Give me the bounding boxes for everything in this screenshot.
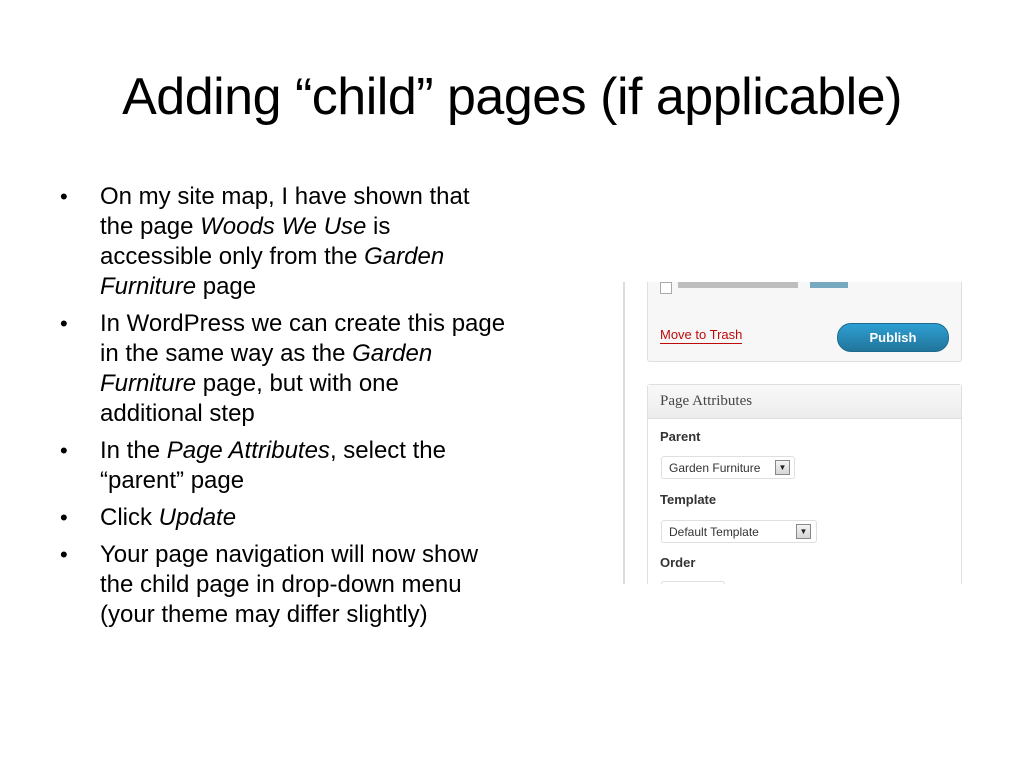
wordpress-screenshot [520,282,962,584]
parent-select-value: Garden Furniture [669,461,761,475]
bullet-text-italic: Update [158,504,237,531]
order-label: Order [660,555,696,570]
parent-select[interactable] [661,456,795,479]
chevron-down-icon[interactable]: ▼ [775,460,790,475]
bullet-item [58,182,508,302]
template-select[interactable] [661,520,817,543]
bullet-text: Your page navigation will now show the child page in drop-down menu (your theme may differ slightly) [100,541,479,628]
bullet-text: In the [100,437,167,464]
chevron-down-icon[interactable]: ▼ [796,524,811,539]
bullet-text-italic: Woods We Use [200,213,367,240]
bullet-icon: • [60,438,68,463]
bullet-icon: • [60,311,68,336]
checkbox-icon[interactable] [660,282,672,294]
template-select-value: Default Template [669,525,759,539]
page-attributes-box [647,384,962,584]
bullet-text: In WordPress we can create this page in the same way as the [100,310,506,367]
bullet-item [58,540,508,630]
parent-label: Parent [660,429,701,444]
bullet-list [58,182,508,637]
bullet-text-italic: Garden Furniture [100,243,445,300]
bullet-item [58,309,508,429]
bullet-text: , select the “parent” page [100,437,446,494]
bullet-text: page, but with one additional step [100,370,399,427]
bullet-text: Click [100,504,159,531]
order-input[interactable] [661,581,725,584]
template-label: Template [660,492,717,507]
bullet-item [58,436,508,496]
slide-title: Adding “child” pages (if applicable) [122,68,902,126]
bullet-icon: • [60,184,68,209]
bullet-icon: • [60,505,68,530]
move-to-trash-link[interactable]: Move to Trash [660,327,743,342]
bullet-text: On my site map, I have shown that the page [100,183,470,240]
panel-divider [623,282,625,584]
page-attributes-title: Page Attributes [660,393,753,409]
bullet-item [58,503,508,533]
cropped-text [678,282,848,288]
bullet-icon: • [60,542,68,567]
bullet-text-italic: Page Attributes [166,437,330,464]
publish-box [647,282,962,362]
publish-button[interactable]: Publish [837,323,949,352]
page-attributes-header [648,385,961,419]
bullet-text: page [196,273,257,300]
bullet-text: is accessible only from the [100,213,391,270]
bullet-text-italic: Garden Furniture [100,340,433,397]
